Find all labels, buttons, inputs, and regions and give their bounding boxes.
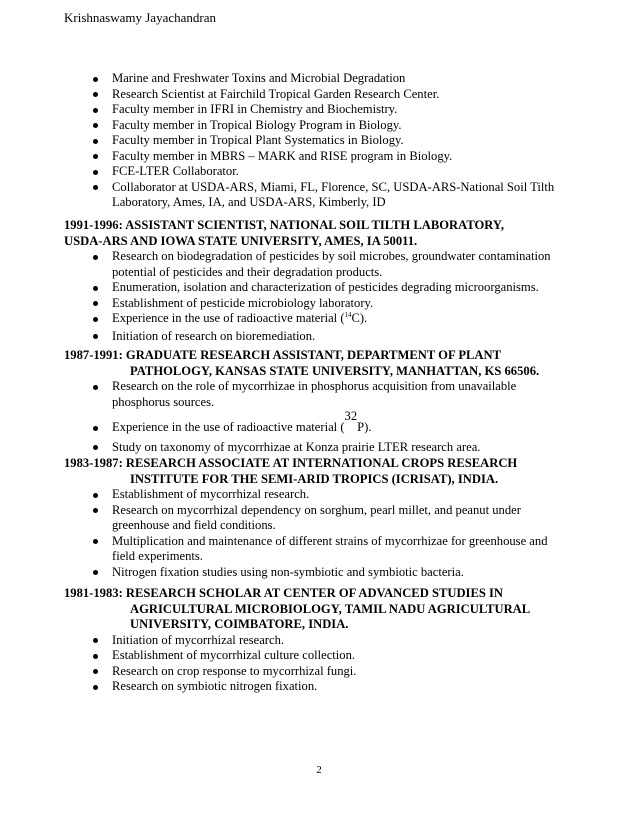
isotope-superscript: 32 xyxy=(344,409,358,423)
section-heading: 1981-1983: RESEARCH SCHOLAR AT CENTER OF ADVANCED STUDIES IN AGRICULTURAL MICROBIOLOGY, TAMIL NADU AGRICULTURAL UNIVERSITY, COIMBATORE, INDIA. xyxy=(64,586,531,631)
list-item: Establishment of mycorrhizal culture collection. xyxy=(64,648,564,664)
roles-section xyxy=(64,71,564,211)
section-list xyxy=(64,633,564,695)
list-item: Research on the role of mycorrhizae in phosphorus acquisition from unavailable phosphorus sources. xyxy=(64,379,564,410)
section-1987-1991 xyxy=(64,348,564,455)
list-item: FCE-LTER Collaborator. xyxy=(64,164,564,180)
page-number: 2 xyxy=(316,764,322,776)
list-item: Initiation of mycorrhizal research. xyxy=(64,633,564,649)
page-header-name: Krishnaswamy Jayachandran xyxy=(64,10,216,25)
list-item: Faculty member in Tropical Biology Program in Biology. xyxy=(64,118,564,134)
list-item: Research Scientist at Fairchild Tropical Garden Research Center. xyxy=(64,87,564,103)
section-1981-1983 xyxy=(64,586,564,695)
list-item: Establishment of mycorrhizal research. xyxy=(64,487,564,503)
list-item: Multiplication and maintenance of different strains of mycorrhizae for greenhouse and field experiments. xyxy=(64,534,564,565)
isotope-superscript: 14 xyxy=(344,311,352,319)
list-item: Experience in the use of radioactive material (32P). xyxy=(64,420,564,436)
list-item: Study on taxonomy of mycorrhizae at Konza prairie LTER research area. xyxy=(64,440,564,456)
list-item: Marine and Freshwater Toxins and Microbial Degradation xyxy=(64,71,564,87)
list-item: Faculty member in MBRS – MARK and RISE program in Biology. xyxy=(64,149,564,165)
list-item: Establishment of pesticide microbiology laboratory. xyxy=(64,296,564,312)
section-heading: 1991-1996: ASSISTANT SCIENTIST, NATIONAL SOIL TILTH LABORATORY, USDA-ARS AND IOWA STATE UNIVERSITY, AMES, IA 50011. xyxy=(64,218,505,248)
list-item: Initiation of research on bioremediation. xyxy=(64,329,564,345)
list-item: Collaborator at USDA-ARS, Miami, FL, Florence, SC, USDA-ARS-National Soil Tilth Laboratory, Ames, IA, and USDA-ARS, Kimberly, ID xyxy=(64,180,564,211)
list-item: Research on biodegradation of pesticides by soil microbes, groundwater contamination potential of pesticides and their degradation products. xyxy=(64,249,564,280)
section-list xyxy=(64,379,564,455)
roles-list xyxy=(64,71,564,211)
section-1983-1987 xyxy=(64,456,564,580)
list-item: Enumeration, isolation and characterization of pesticides degrading microorganisms. xyxy=(64,280,564,296)
list-item: Research on crop response to mycorrhizal fungi. xyxy=(64,664,564,680)
list-item: Experience in the use of radioactive material ($^{14}$C). xyxy=(64,311,564,329)
list-item: Research on symbiotic nitrogen fixation. xyxy=(64,679,564,695)
list-item: Research on mycorrhizal dependency on sorghum, pearl millet, and peanut under greenhouse and field conditions. xyxy=(64,503,564,534)
section-list xyxy=(64,249,564,344)
section-list xyxy=(64,487,564,580)
list-item: Faculty member in IFRI in Chemistry and Biochemistry. xyxy=(64,102,564,118)
list-item: Nitrogen fixation studies using non-symbiotic and symbiotic bacteria. xyxy=(64,565,564,581)
list-item: Faculty member in Tropical Plant Systematics in Biology. xyxy=(64,133,564,149)
section-heading: 1983-1987: RESEARCH ASSOCIATE AT INTERNATIONAL CROPS RESEARCH INSTITUTE FOR THE SEMI-ARID TROPICS (ICRISAT), INDIA. xyxy=(64,456,518,486)
section-heading: 1987-1991: GRADUATE RESEARCH ASSISTANT, DEPARTMENT OF PLANT PATHOLOGY, KANSAS STATE UNIVERSITY, MANHATTAN, KS 66506. xyxy=(64,348,540,378)
section-1991-1996 xyxy=(64,218,564,344)
